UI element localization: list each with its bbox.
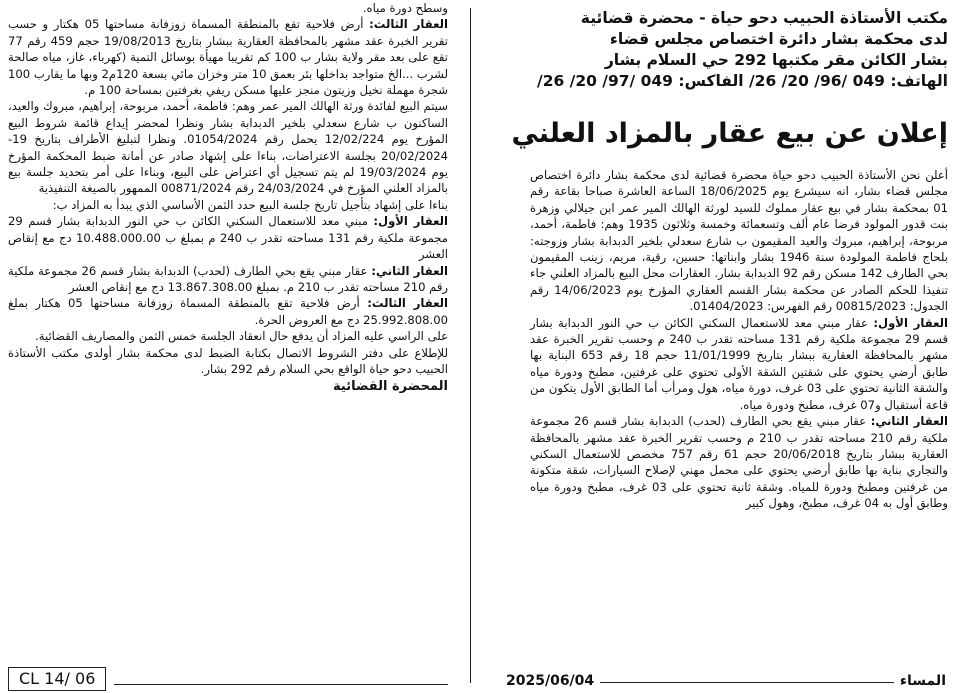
property-1-text: عقار مبني معد للاستعمال السكني الكائن ب حي النور الدبدابة بشار قسم 29 مجموعة ملكية رقم 131 مساحته تقدر ب 240 م وحسب تقرير الخبرة عقد مشهر بالمحافظة العقارية ببشار بتاريخ 11/01/1999 حجم 18 رقم 653 البناية بها طابق أرضي يحتوي على شقتين الشقة الأولى تحتوي على غرفتين، مطبخ ودورة مياه والشقة الثانية تحتوي على 03 غرف، دورة مياه، هول ومرأب أما الطابق الأول يتكون من قاعة أستقبال و07 غرف، مطبخ ودورة مياه. bbox=[530, 315, 948, 412]
property-1-paragraph bbox=[530, 315, 948, 413]
property-3-paragraph bbox=[8, 16, 448, 98]
continuation-line: وسطح دورة مياه. bbox=[362, 1, 448, 15]
footer-rule-left bbox=[114, 684, 448, 685]
header-line-1: مكتب الأستاذة الحبيب دحو حياة - محضرة قضائية bbox=[580, 9, 948, 27]
office-header bbox=[530, 8, 948, 92]
property-2-label: العقار الثاني: bbox=[870, 414, 948, 429]
property-2-paragraph bbox=[530, 413, 948, 511]
publication-date: 2025/06/04 bbox=[506, 673, 595, 689]
price-property-2-label: العقار الثاني: bbox=[371, 263, 448, 278]
payment-terms: على الراسي عليه المزاد أن يدفع حال انعقاد الجلسة خمس الثمن والمصاريف القضائية. bbox=[35, 329, 448, 344]
price-property-2 bbox=[8, 263, 448, 296]
publication-footer bbox=[506, 673, 946, 689]
newspaper-name: المساء bbox=[899, 673, 946, 689]
price-property-1 bbox=[8, 213, 448, 262]
left-column bbox=[8, 0, 448, 394]
property-2-text: عقار مبني يقع بحي الطارف (لحدب) الدبدابة بشار قسم 26 مجموعة ملكية رقم 210 مساحته تقدر ب 210 م وحسب تقرير الخبرة عقد مشهر بالمحافظة العقارية ببشار بتاريخ 20/06/2018 حجم 61 رقم 757 مخصص للاستعمال السكني والتجاري بناية بها طابق أرضي يحتوي على محمل مهني لإصلاح السيارات، شقة متكونة من غرفتين ومطبخ ودورة للمياه. وشقة ثانية تحتوي على 03 غرف، مطبخ ودورة مياه وطابق أول به 04 غرف، مطبخ، وهول كبير bbox=[530, 414, 948, 511]
ad-code-footer bbox=[8, 667, 448, 691]
intro-paragraph: أعلن نحن الأستاذة الحبيب دحو حياة محضرة قضائية لدى محكمة بشار دائرة اختصاص مجلس قضاء بشار، انه سيشرع يوم 18/06/2025 الساعة العاشرة صباحا بقاعة رقم 01 بمحكمة بشار في بيع عقار مملوك للسيد لورثة الهالك المير عمر ابن جيلالي وزهرة بنت قدور المولود فرضا عام ألف وتسعمائة وخمسة وثلاثون 1935 وهم: فاطمة، أحمد، مربوحة، إبراهيم، مبروك والعيد المقيمون ب شارع سعدلي بلخير الدبدابة بشار وزوجته: بلحاج فاطمة المولودة سنة 1946 بشار وابناتها: حسين، رقية، مريم، زينب المقيمون بحي الطارف 142 مسكن رقم 92 الدبدابة بشار. العقارات محل البيع بالمزاد العلني جاء تنفيذا للحكم الصادر عن محكمة بشار القسم العقاري المؤرخ يوم 14/06/2023 رقم الجدول: 00815/2023 رقم الفهرس: 01404/2023. bbox=[530, 168, 948, 314]
price-property-1-label: العقار الأول: bbox=[373, 214, 448, 229]
base-price-intro: بناءا على إشهاد بتأجيل تاريخ جلسة البيع حدد الثمن الأساسي الذي يبدأ به المزاد ب: bbox=[52, 197, 448, 212]
announcement-title: إعلان عن بيع عقار بالمزاد العلني bbox=[511, 118, 948, 149]
property-1-label: العقار الأول: bbox=[873, 315, 948, 330]
price-property-2-text: عقار مبني يقع بحي الطارف (لحدب) الدبدابة بشار قسم 26 مجموعة ملكية رقم 210 مساحته تقدر ب 210 م. بمبلغ 13.867.308.00 دج مع إنقاص العشر bbox=[8, 263, 448, 294]
header-line-3: بشار الكائن مقر مكتبها 292 حي السلام بشار bbox=[604, 51, 948, 69]
property-3-text: أرض فلاحية تقع بالمنطقة المسماة زوزفانة مساحتها 05 هكتار و حسب تقرير الخبرة عقد مشهر بالمحافظة العقارية ببشار بتاريخ 19/08/2013 حجم 459 رقم 77 تقع على بعد مقر ولاية بشار ب 100 كم تقريبا مهيأة بوسائل التمية (كهرباء، غاز، مياه صالحة لشرب ...الخ متواجد بداخلها بئر بعمق 10 متر وخزان مائي بسعة 120م2 وبها ما يقارب 100 شجرة مهملة نخيل وزيتون منجز عليها مسكن ريفي بغرفتين بمساحة 100 م. bbox=[8, 17, 449, 98]
footer-rule bbox=[600, 673, 894, 683]
right-column bbox=[511, 0, 948, 512]
price-property-3 bbox=[8, 295, 448, 328]
signature: المحضرة القضائية bbox=[333, 379, 448, 395]
header-line-4: الهاتف: 049 /96/ 20/ 26/ الفاكس: 049 /97/ 20/ 26/ bbox=[537, 72, 948, 90]
contact-info: للإطلاع على دفتر الشروط الاتصال بكتابة الضبط لدى محكمة بشار أولدى مكتب الأستاذة الحبيب دحو حياة الواقع بحي السلام رقم 292 بشار. bbox=[8, 345, 448, 376]
sale-beneficiaries-paragraph: سيتم البيع لفائدة ورثة الهالك المير عمر وهم: فاطمة، أحمد، مربوحة، إبراهيم، مبروك والعيد، الساكنون ب شارع سعدلي بلخير الدبدابة بشار ونظرا لمحضر إيداع قائمة شروط البيع المؤرخ يوم 12/02/224 يحمل رقم 01054/2024. ونظرا لتبليغ الأطراف بتاريخ 19-20/02/2024 بجلسة الاعتراضات، بناءا على إشهاد صادر عن أمانة ضبط المحكمة المؤرخ يوم 19/03/2024 لم يتم تسجيل أي اعتراض على البيع، وبناءا على أمر بتحديد جلسة بيع بالمزاد العلني المؤرخ في 24/03/2024 رقم 00871/2024 الممهور بالصيغة التنفيذية bbox=[8, 99, 448, 196]
column-divider bbox=[470, 8, 471, 683]
price-property-3-text: أرض فلاحية تقع بالمنطقة المسماة زوزفانة مساحتها 05 هكتار بملغ 25.992.808.00 دج مع العروض الحرة. bbox=[8, 296, 448, 327]
header-line-2: لدى محكمة بشار دائرة اختصاص مجلس قضاء bbox=[609, 30, 948, 48]
price-property-3-label: العقار الثالث: bbox=[367, 296, 448, 311]
ad-code: CL 14/ 06 bbox=[8, 667, 106, 691]
price-property-1-text: مبني معد للاستعمال السكني الكائن ب حي النور الدبدابة بشار قسم 29 مجموعة ملكية رقم 131 مساحته تقدر ب 240 م بمبلغ ب 10.488.000.00 دج مع إنقاص العشر bbox=[8, 214, 448, 262]
property-3-label: العقار الثالث: bbox=[369, 17, 448, 32]
